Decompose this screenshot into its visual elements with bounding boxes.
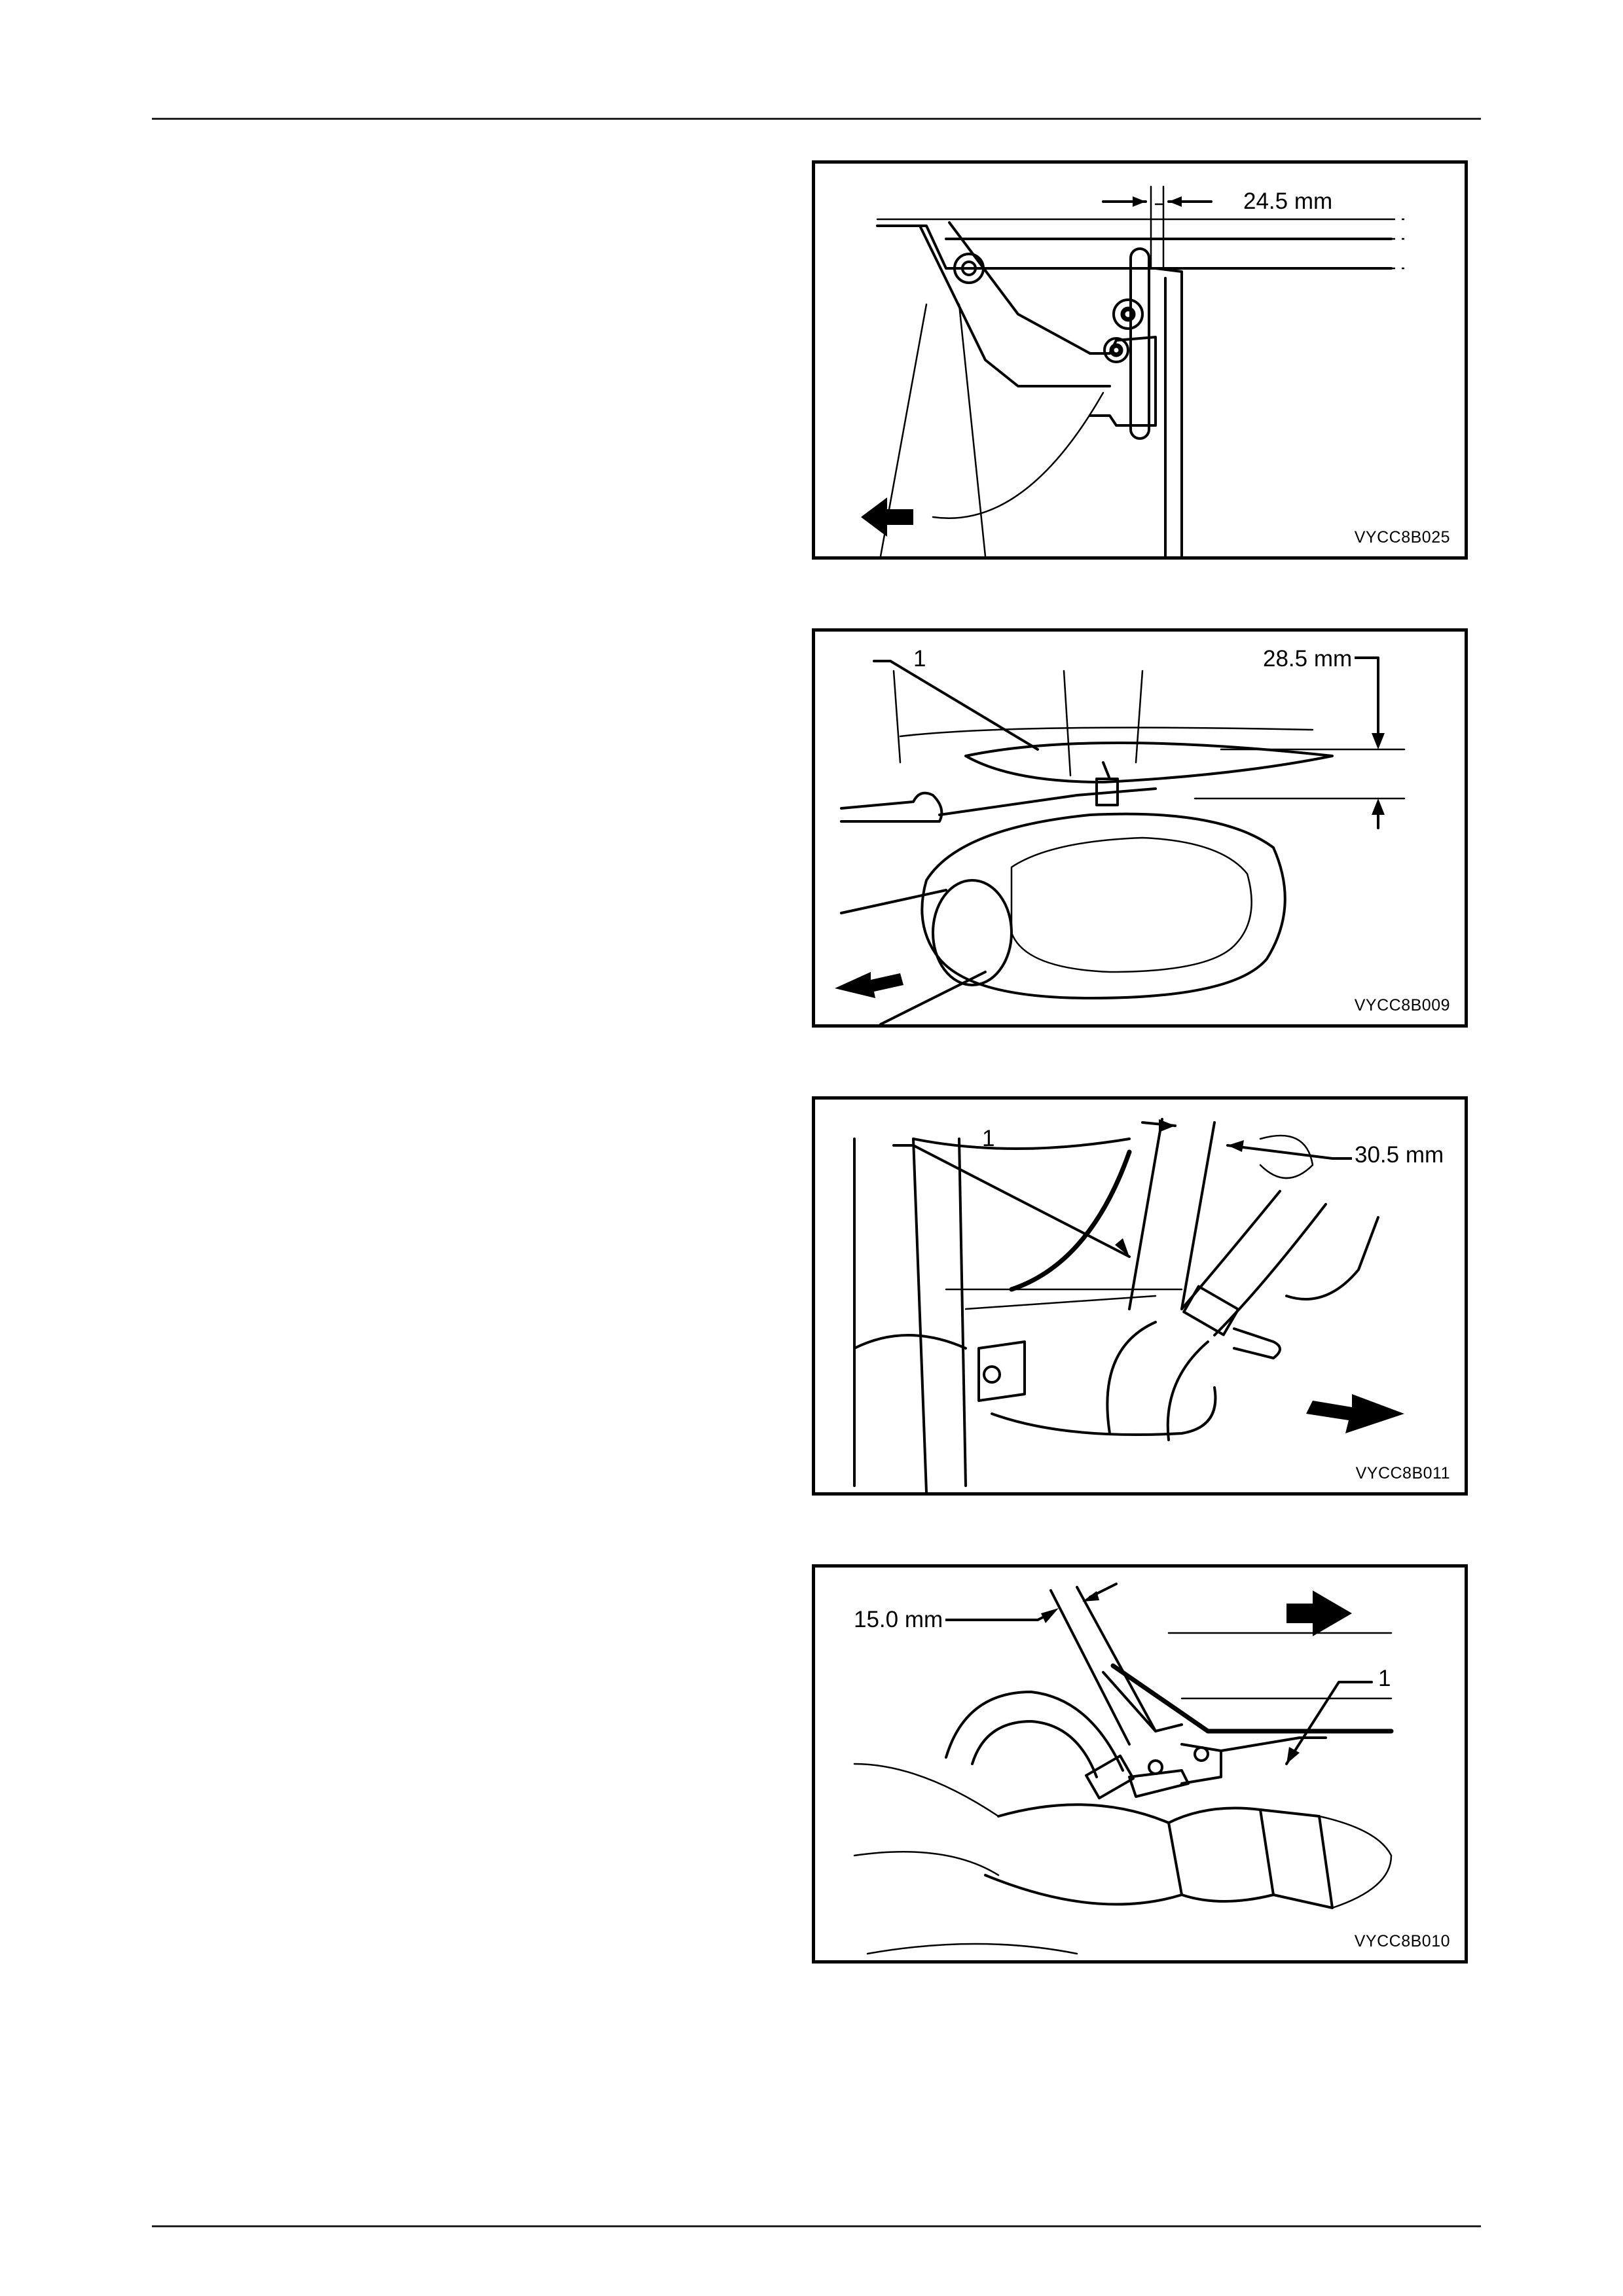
- callout-number: 1: [913, 646, 926, 672]
- figure-exhaust-pipe-clearance: [812, 1096, 1468, 1496]
- figure-code: VYCC8B025: [1354, 528, 1450, 547]
- figure-code: VYCC8B009: [1354, 996, 1450, 1014]
- clearance-dimension: 28.5 mm: [1260, 646, 1355, 672]
- clearance-dimension: 15.0 mm: [851, 1607, 945, 1633]
- figure-code: VYCC8B011: [1355, 1464, 1450, 1482]
- figure-exhaust-hanger-clearance: [812, 160, 1468, 560]
- footer-rule: [152, 2225, 1481, 2227]
- callout-number: 1: [1378, 1666, 1391, 1691]
- clearance-dimension: 24.5 mm: [1241, 188, 1335, 215]
- figure-code: VYCC8B010: [1354, 1932, 1450, 1950]
- figure-front-pipe-clearance: [812, 1564, 1468, 1964]
- callout-number: 1: [982, 1126, 995, 1151]
- illustration-rear-muffler: [815, 632, 1465, 1024]
- header-rule: [152, 118, 1481, 120]
- illustration-exhaust-hanger: [815, 164, 1465, 556]
- clearance-dimension: 30.5 mm: [1352, 1142, 1446, 1168]
- figure-rear-muffler-clearance: [812, 628, 1468, 1028]
